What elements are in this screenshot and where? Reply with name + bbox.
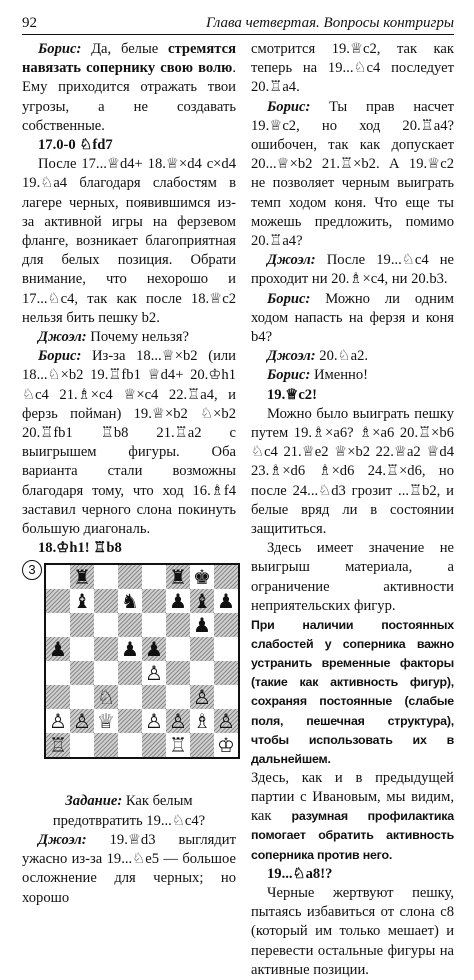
chess-diagram	[22, 560, 236, 788]
board-square	[118, 685, 142, 709]
board-square	[118, 709, 142, 733]
paragraph: После 17...♕d4+ 18.♕×d4 c×d4 19.♘a4 благодаря слабостям в лагере черных, появившимся из-за активной игры на ферзевом фланге, возникает благоприятная для белых позиция. Обрати внимание, что нехорошо и 17...♘c4, так как после 18.♕c2 нельзя бить пешку b2.	[22, 156, 236, 326]
text: Почему нельзя?	[86, 329, 189, 346]
chess-piece-square: ♙	[166, 709, 190, 733]
board-square	[166, 637, 190, 661]
text: . Ему приходится отражать твои угрозы, а не создавать собственные.	[22, 60, 236, 134]
board-square	[214, 637, 238, 661]
board-square	[94, 613, 118, 637]
speaker-label: Борис:	[267, 290, 311, 307]
board-square	[94, 733, 118, 757]
chess-board	[44, 563, 240, 759]
chess-piece-square: ♙	[142, 661, 166, 685]
board-square	[94, 637, 118, 661]
paragraph	[22, 347, 236, 539]
text: Можно ли одним ходом напасть на ферзя и коня b4?	[251, 290, 454, 346]
chess-piece-square: ♙	[46, 709, 70, 733]
paragraph	[251, 98, 454, 252]
board-square	[142, 685, 166, 709]
board-square	[94, 565, 118, 589]
board-square	[166, 661, 190, 685]
chess-piece-square: ♟	[142, 637, 166, 661]
paragraph	[22, 328, 236, 347]
speaker-label: Джоэл:	[267, 252, 316, 269]
paragraph	[251, 290, 454, 348]
speaker-label: Борис:	[267, 98, 311, 115]
board-square	[94, 661, 118, 685]
text: 20.♘a2.	[315, 348, 369, 365]
speaker-label: Борис:	[38, 348, 82, 365]
board-square	[118, 613, 142, 637]
text: Да, белые	[81, 41, 169, 57]
text: После 19...♘c4 не проходит ни 20.♗×c4, ни 20.b3.	[251, 252, 454, 288]
board-square	[214, 661, 238, 685]
board-square	[118, 661, 142, 685]
emphasis: стремятся навязать сопернику свою волю	[22, 41, 236, 77]
principle-box: При наличии постоянных слабостей у соперника важно устранить временные факторы (такие как активность фигур), сохраняя постоянные (слабые поля, пешечная структура), чтобы использовать их в дальнейшем.	[251, 618, 454, 766]
paragraph: Можно было выиграть пешку путем 19.♗×a6? ♗×a6 20.♖×b6 ♘c4 21.♕e2 ♕×b2 22.♕a2 ♕d4 23.♗×d6 ♗×d6 24.♖×d6, но после 24...♘d3 грозит ...♖b2, и белые вряд ли в состоянии защититься.	[251, 405, 454, 538]
board-square	[46, 613, 70, 637]
chess-piece-square: ♙	[142, 709, 166, 733]
paragraph	[22, 40, 236, 136]
chess-piece-square: ♙	[214, 709, 238, 733]
chess-piece-square: ♜	[166, 565, 190, 589]
chess-piece-square: ♖	[166, 733, 190, 757]
chess-piece-square: ♝	[70, 589, 94, 613]
board-square	[70, 685, 94, 709]
text: 19.♕d3 выглядит ужасно из-за 19...♘e5 — большое осложнение для черных; но хорошо	[22, 831, 236, 906]
caption-label: Задание:	[65, 793, 123, 810]
chess-piece-square: ♘	[94, 685, 118, 709]
chess-piece-square: ♝	[190, 589, 214, 613]
text: Здесь, как и в предыдущей партии с Ивановым, мы видим, как	[251, 769, 454, 825]
diagram-number: 3	[22, 560, 42, 580]
chess-piece-square: ♞	[118, 589, 142, 613]
board-square	[214, 613, 238, 637]
chess-piece-square: ♟	[46, 637, 70, 661]
board-square	[46, 661, 70, 685]
board-square	[70, 733, 94, 757]
board-square	[118, 565, 142, 589]
chess-piece-square: ♙	[190, 685, 214, 709]
board-square	[118, 733, 142, 757]
paragraph	[251, 366, 454, 385]
board-square	[70, 613, 94, 637]
paragraph: Здесь имеет значение не выигрыш материала, а ограничение активности неприятельских фигур.	[251, 540, 454, 614]
board-square	[166, 685, 190, 709]
board-square	[94, 589, 118, 613]
board-square	[214, 565, 238, 589]
chess-piece-square: ♕	[94, 709, 118, 733]
text: Ты прав насчет 19.♕c2, но ход 20.♖a4? ошибочен, так как допускает 20...♕×b2 21.♖×b2. А 19.♕c2 не позволяет черным выиграть темп ходом коня. Что еще ты можешь предложить, помимо 20.♖a4?	[251, 98, 454, 250]
chess-piece-square: ♔	[214, 733, 238, 757]
chess-piece-square: ♟	[166, 589, 190, 613]
move-heading: 18.♔h1! ♖b8	[38, 540, 122, 557]
board-square	[190, 637, 214, 661]
board-square	[190, 661, 214, 685]
chess-piece-square: ♜	[70, 565, 94, 589]
chess-piece-square: ♟	[118, 637, 142, 661]
board-square	[142, 733, 166, 757]
emphasis: разумная профилактика помогает обратить активность соперника против него.	[251, 809, 454, 862]
speaker-label: Борис:	[267, 367, 311, 384]
speaker-label: Борис:	[38, 41, 82, 57]
board-square	[46, 589, 70, 613]
move-heading: 19.♕c2!	[267, 386, 317, 403]
right-column	[251, 40, 454, 980]
paragraph	[251, 251, 454, 289]
chess-piece-square: ♟	[214, 589, 238, 613]
speaker-label: Джоэл:	[38, 831, 87, 848]
paragraph: смотрится 19.♕c2, так как теперь на 19...♘c4 последует 20.♖a4.	[251, 41, 454, 96]
board-square	[70, 661, 94, 685]
paragraph	[251, 347, 454, 366]
chess-piece-square: ♙	[70, 709, 94, 733]
board-square	[190, 733, 214, 757]
paragraph	[251, 769, 454, 865]
paragraph	[22, 831, 236, 908]
chapter-title: Глава четвертая. Вопросы контригры	[206, 15, 454, 31]
chess-piece-square: ♖	[46, 733, 70, 757]
board-square	[142, 565, 166, 589]
chess-piece-square: ♚	[190, 565, 214, 589]
board-square	[70, 637, 94, 661]
board-square	[46, 565, 70, 589]
board-square	[166, 613, 190, 637]
speaker-label: Джоэл:	[267, 348, 316, 365]
page-header	[22, 8, 454, 35]
text: Именно!	[310, 367, 369, 384]
chess-piece-square: ♗	[190, 709, 214, 733]
board-square	[142, 613, 166, 637]
page-number: 92	[22, 15, 37, 31]
chess-piece-square: ♟	[190, 613, 214, 637]
board-square	[214, 685, 238, 709]
diagram-caption	[22, 792, 236, 830]
board-square	[142, 589, 166, 613]
board-square	[46, 685, 70, 709]
left-column	[22, 40, 236, 908]
move-heading: 19...♘a8!?	[267, 865, 333, 882]
speaker-label: Джоэл:	[38, 329, 87, 346]
move-heading: 17.0-0 ♘fd7	[38, 137, 113, 154]
caption-text: Как белым предотвратить 19...♘c4?	[52, 793, 206, 829]
paragraph: Черные жертвуют пешку, пытаясь избавиться от слона c8 (который им только мешает) и перевести остальные фигуры на активные позиции.	[251, 885, 454, 978]
text: Из-за 18...♕×b2 (или 18...♘×b2 19.♖fb1 ♕d4+ 20.♔h1 ♘c4 21.♗×c4 ♕×c4 22.♖a4, и ферзь пойман) 19.♕×b2 ♘×b2 20.♖fb1 ♖b8 21.♖a2 с выигрышем фигуры. Оба варианта стали возможны благодаря тому, что ход 16.♗f4 заставил черного слона покинуть большую диагональ.	[22, 348, 236, 538]
